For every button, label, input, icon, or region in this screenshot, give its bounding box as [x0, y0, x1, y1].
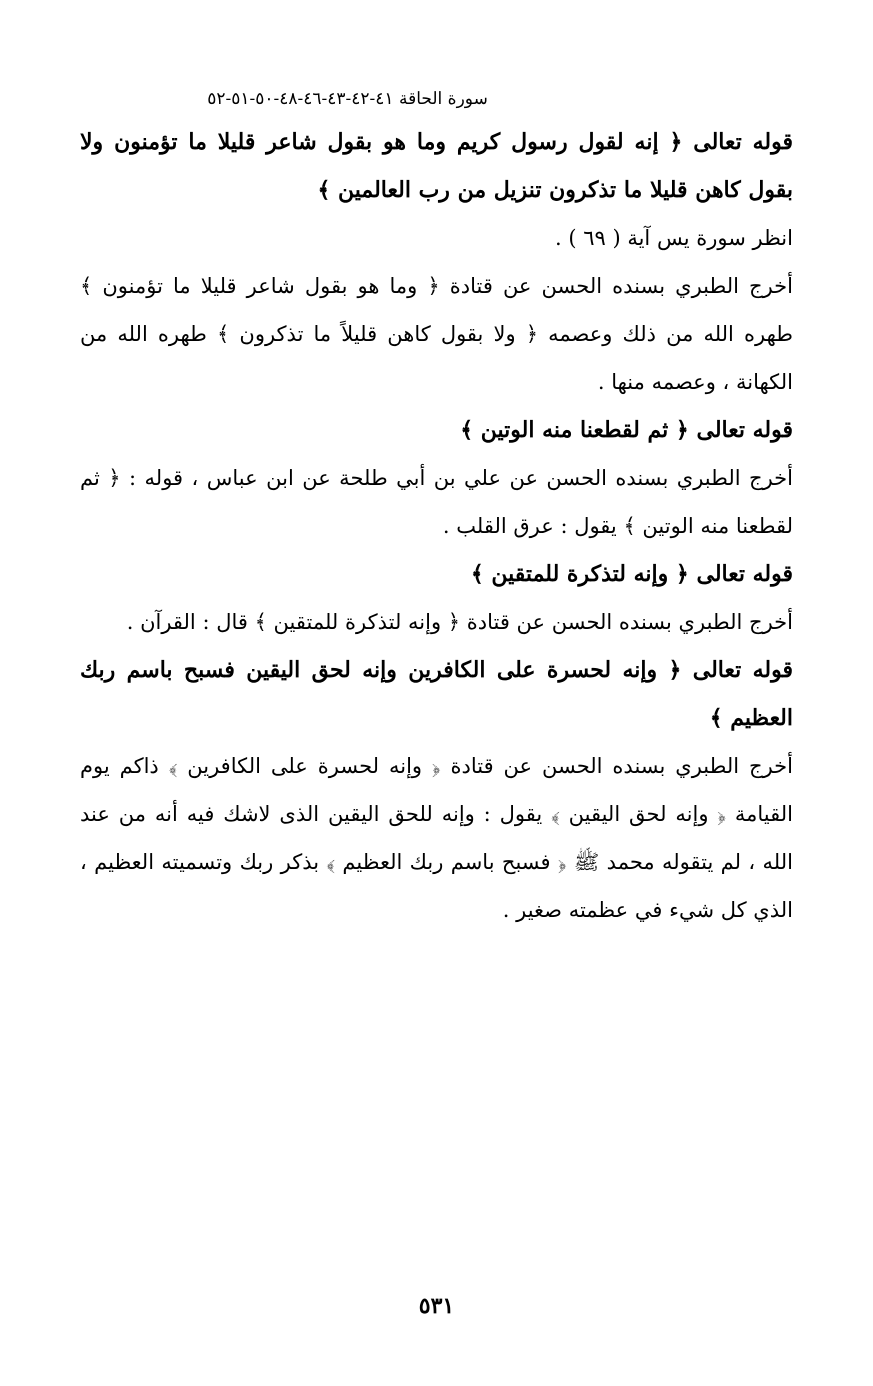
running-header: سورة الحاقة ٤١-٤٢-٤٣-٤٦-٤٨-٥٠-٥١-٥٢ [207, 89, 488, 109]
verse-heading: قوله تعالى ﴿ إنه لقول رسول كريم وما هو بقول شاعر قليلا ما تؤمنون ولا بقول كاهن قليلا ما تذكرون تنزيل من رب العالمين ﴾ [80, 129, 793, 203]
commentary-paragraph: أخرج الطبري بسنده الحسن عن قتادة ﴿ وإنه لتذكرة للمتقين ﴾ قال : القرآن . [126, 610, 793, 634]
commentary-paragraph: انظر سورة يس آية ( ٦٩ ) . [555, 226, 793, 250]
verse-heading: قوله تعالى ﴿ وإنه لتذكرة للمتقين ﴾ [470, 561, 793, 587]
page-number: ٥٣١ [418, 1293, 455, 1319]
verse-heading: قوله تعالى ﴿ ثم لقطعنا منه الوتين ﴾ [460, 417, 793, 443]
verse-heading: قوله تعالى ﴿ وإنه لحسرة على الكافرين وإنه لحق اليقين فسبح باسم ربك العظيم ﴾ [80, 657, 793, 731]
commentary-paragraph: أخرج الطبري بسنده الحسن عن قتادة ﴿ وإنه لحسرة على الكافرين ﴾ ذاكم يوم القيامة ﴿ وإنه لحق اليقين ﴾ يقول : وإنه للحق اليقين الذى لاشك فيه أنه من عند الله ، لم يتقوله محمد ﷺ ﴿ فسبح باسم ربك العظيم ﴾ بذكر ربك وتسميته العظيم ، الذي كل شيء في عظمته صغير . [80, 754, 793, 922]
commentary-paragraph: أخرج الطبري بسنده الحسن عن قتادة ﴿ وما هو بقول شاعر قليلا ما تؤمنون ﴾ طهره الله من ذلك وعصمه ﴿ ولا بقول كاهن قليلاً ما تذكرون ﴾ طهره الله من الكهانة ، وعصمه منها . [80, 274, 793, 394]
page-body [80, 118, 793, 934]
commentary-paragraph: أخرج الطبري بسنده الحسن عن علي بن أبي طلحة عن ابن عباس ، قوله : ﴿ ثم لقطعنا منه الوتين ﴾ يقول : عرق القلب . [80, 466, 793, 538]
